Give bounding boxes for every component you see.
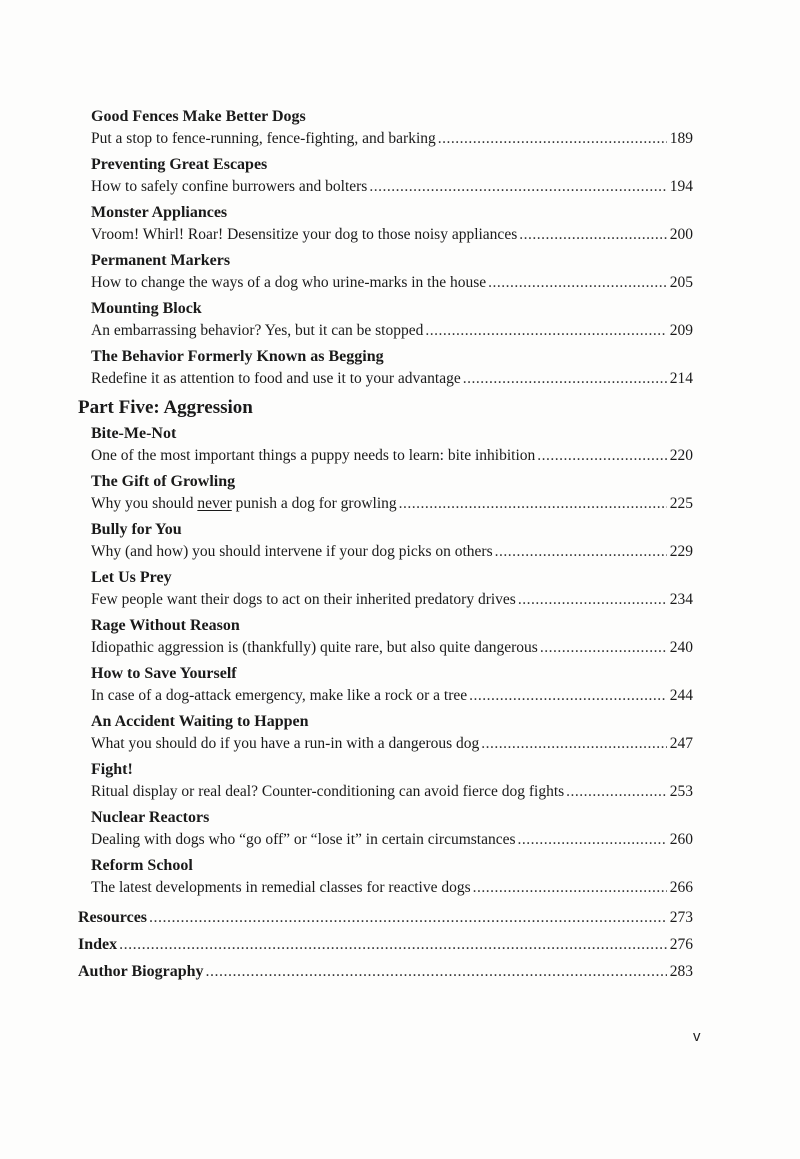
- entry-title: How to Save Yourself: [91, 665, 237, 682]
- page-number: 189: [669, 130, 693, 147]
- entry-title: Bully for You: [91, 521, 182, 538]
- part-heading: Part Five: Aggression: [78, 397, 253, 418]
- page-number: 244: [669, 687, 693, 704]
- entry-description: Why (and how) you should intervene if your dog picks on others: [91, 543, 493, 560]
- entry-description-line: [91, 540, 693, 568]
- toc-entry: [78, 107, 693, 155]
- entry-description: Few people want their dogs to act on their inherited predatory drives: [91, 591, 516, 608]
- toc-end-entry-author-biography: [78, 958, 693, 985]
- entry-title: Author Biography: [78, 963, 204, 980]
- dot-leader: [481, 732, 666, 756]
- entry-description: Vroom! Whirl! Roar! Desensitize your dog to those noisy appliances: [91, 226, 518, 243]
- entry-description-line: [91, 271, 693, 299]
- entry-description-line: [91, 636, 693, 664]
- page-number: 240: [669, 639, 693, 656]
- entry-title: Permanent Markers: [91, 252, 231, 269]
- toc-entry: [78, 347, 693, 395]
- dot-leader: [518, 828, 667, 852]
- entry-description: How to change the ways of a dog who urine-marks in the house: [91, 274, 487, 291]
- entry-description: Ritual display or real deal? Counter-conditioning can avoid fierce dog fights: [91, 783, 565, 800]
- entry-title: Resources: [78, 909, 148, 926]
- entry-description: [91, 492, 397, 516]
- page-number: 220: [669, 447, 693, 464]
- entry-description-line: [91, 223, 693, 251]
- page-number: 214: [669, 370, 693, 387]
- entry-description: What you should do if you have a run-in with a dangerous dog: [91, 735, 480, 752]
- entry-description: How to safely confine burrowers and bolters: [91, 178, 368, 195]
- toc-entry: [78, 520, 693, 568]
- toc-entry: [78, 203, 693, 251]
- entry-title: The Behavior Formerly Known as Begging: [91, 348, 384, 365]
- dot-leader: [473, 876, 667, 900]
- table-of-contents: [78, 107, 693, 985]
- toc-entry: [78, 472, 693, 520]
- entry-title: Let Us Prey: [91, 569, 172, 586]
- dot-leader: [369, 175, 666, 199]
- toc-entry: [78, 251, 693, 299]
- toc-entry: [78, 808, 693, 856]
- entry-description-line: [91, 492, 693, 520]
- toc-entry: [78, 760, 693, 808]
- entry-description-line: [91, 684, 693, 712]
- toc-entry: [78, 712, 693, 760]
- toc-entry: [78, 299, 693, 347]
- page-number: 225: [669, 495, 693, 512]
- dot-leader: [537, 444, 666, 468]
- entry-description-line: [91, 876, 693, 904]
- entry-description: Dealing with dogs who “go off” or “lose it” in certain circumstances: [91, 831, 516, 848]
- dot-leader: [495, 540, 667, 564]
- entry-title: Preventing Great Escapes: [91, 156, 268, 173]
- entry-description-line: [91, 588, 693, 616]
- entry-description: One of the most important things a puppy needs to learn: bite inhibition: [91, 447, 536, 464]
- page-number: 253: [669, 783, 693, 800]
- entry-description-line: [91, 780, 693, 808]
- dot-leader: [566, 780, 667, 804]
- entry-description: In case of a dog-attack emergency, make like a rock or a tree: [91, 687, 468, 704]
- toc-entry: [78, 616, 693, 664]
- dot-leader: [518, 588, 667, 612]
- page-number: 209: [669, 322, 693, 339]
- description-text: punish a dog for growling: [231, 495, 397, 512]
- page-number: 194: [669, 178, 693, 195]
- underlined-emphasis: never: [197, 495, 232, 512]
- toc-entry: [78, 424, 693, 472]
- entry-description-line: [91, 319, 693, 347]
- entry-description-line: [91, 732, 693, 760]
- dot-leader: [540, 636, 667, 660]
- entry-title: Mounting Block: [91, 300, 202, 317]
- toc-entry: [78, 856, 693, 904]
- dot-leader: [399, 492, 667, 516]
- dot-leader: [488, 271, 667, 295]
- entry-title: Fight!: [91, 761, 133, 778]
- page-number: 247: [669, 735, 693, 752]
- toc-end-entry-index: [78, 931, 693, 958]
- entry-description: Redefine it as attention to food and use it to your advantage: [91, 370, 461, 387]
- entry-description: Put a stop to fence-running, fence-fighting, and barking: [91, 130, 436, 147]
- page-number: 205: [669, 274, 693, 291]
- page-number: 200: [669, 226, 693, 243]
- dot-leader: [463, 367, 667, 391]
- entry-description: The latest developments in remedial classes for reactive dogs: [91, 879, 471, 896]
- dot-leader: [519, 223, 667, 247]
- entry-title: Rage Without Reason: [91, 617, 240, 634]
- entry-title: An Accident Waiting to Happen: [91, 713, 309, 730]
- description-text: Why you should: [91, 495, 198, 512]
- entry-title: Index: [78, 936, 118, 953]
- toc-entry: [78, 155, 693, 203]
- toc-entry: [78, 568, 693, 616]
- dot-leader: [149, 904, 667, 931]
- entry-title: Bite-Me-Not: [91, 425, 177, 442]
- page-number: 260: [669, 831, 693, 848]
- entry-description-line: [91, 444, 693, 472]
- entry-title: The Gift of Growling: [91, 473, 236, 490]
- entry-description-line: [91, 127, 693, 155]
- entry-description-line: [91, 828, 693, 856]
- dot-leader: [206, 958, 667, 985]
- page-number: 276: [669, 936, 693, 953]
- entry-description-line: [91, 367, 693, 395]
- entry-title: Reform School: [91, 857, 193, 874]
- page-number: 229: [669, 543, 693, 560]
- page-number: 273: [669, 909, 693, 926]
- entry-title: Good Fences Make Better Dogs: [91, 108, 306, 125]
- page-number: 283: [669, 963, 693, 980]
- toc-end-entry-resources: [78, 904, 693, 931]
- dot-leader: [425, 319, 666, 343]
- page-number: 234: [669, 591, 693, 608]
- entry-description-line: [91, 175, 693, 203]
- dot-leader: [438, 127, 667, 151]
- page-folio: v: [693, 1028, 701, 1045]
- dot-leader: [469, 684, 667, 708]
- page-number: 266: [669, 879, 693, 896]
- entry-title: Nuclear Reactors: [91, 809, 210, 826]
- entry-description: Idiopathic aggression is (thankfully) quite rare, but also quite dangerous: [91, 639, 538, 656]
- entry-title: Monster Appliances: [91, 204, 228, 221]
- entry-description: An embarrassing behavior? Yes, but it can be stopped: [91, 322, 424, 339]
- dot-leader: [119, 931, 667, 958]
- toc-entry: [78, 664, 693, 712]
